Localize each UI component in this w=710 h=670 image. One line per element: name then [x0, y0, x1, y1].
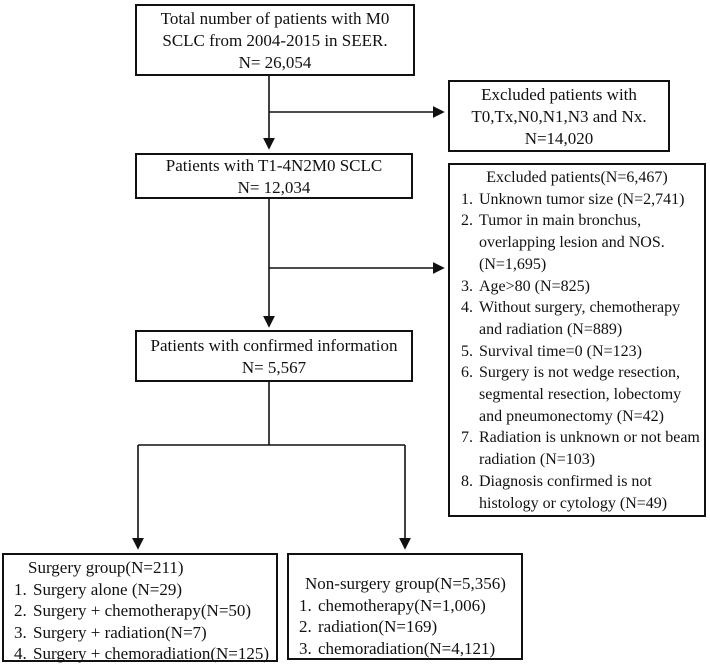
list-item: 7. Radiation is unknown or not beam radiation (N=103) — [477, 427, 702, 470]
box-t14n2m0 — [135, 153, 413, 199]
list-item: 6. Surgery is not wedge resection, segmental resection, lobectomy and pneumonectomy (N=42) — [477, 362, 702, 427]
box-confirmed-count: N= 5,567 — [241, 358, 307, 377]
list-item: 4. Surgery + chemoradiation(N=125) — [31, 643, 274, 665]
box-total-count: N= 26,054 — [238, 53, 312, 72]
list-item: 8. Diagnosis confirmed is not histology or cytology (N=49) — [477, 471, 702, 514]
box-total-patients — [135, 4, 415, 76]
excluded-reasons-title: Excluded patients(N=6,467) — [486, 169, 668, 186]
list-item: 3. Surgery + radiation(N=7) — [31, 622, 274, 644]
nonsurgery-group-title: Non-surgery group(N=5,356) — [305, 574, 506, 593]
box-excluded-stage-line-2: T0,Tx,N0,N1,N3 and Nx. — [471, 107, 647, 126]
list-item: 2. Tumor in main bronchus, overlapping lesion and NOS. (N=1,695) — [477, 210, 702, 275]
box-total-line-2: SCLC from 2004-2015 in SEER. — [162, 31, 388, 50]
surgery-group-title: Surgery group(N=211) — [28, 558, 184, 577]
list-item: 2. Surgery + chemotherapy(N=50) — [31, 600, 274, 622]
list-item: 5. Survival time=0 (N=123) — [477, 341, 702, 363]
list-item: 1. Unknown tumor size (N=2,741) — [477, 189, 702, 211]
list-item: 1. Surgery alone (N=29) — [31, 579, 274, 601]
box-confirmed-info — [135, 330, 413, 382]
surgery-group-list — [4, 579, 276, 665]
box-excluded-stage — [448, 80, 670, 152]
box-excluded-stage-count: N=14,020 — [524, 129, 594, 148]
box-t14n2m0-count: N= 12,034 — [237, 178, 311, 197]
box-confirmed-line-1: Patients with confirmed information — [150, 336, 398, 355]
list-item: 3. Age>80 (N=825) — [477, 276, 702, 298]
box-surgery-group — [2, 553, 278, 662]
list-item: 3. chemoradiation(N=4,121) — [316, 638, 519, 660]
box-excluded-reasons — [448, 163, 706, 517]
box-total-line-1: Total number of patients with M0 — [160, 9, 390, 28]
box-t14n2m0-line-1: Patients with T1-4N2M0 SCLC — [165, 156, 383, 175]
nonsurgery-group-list — [289, 595, 521, 660]
box-nonsurgery-group — [287, 553, 523, 660]
list-item: 1. chemotherapy(N=1,006) — [316, 595, 519, 617]
box-excluded-stage-line-1: Excluded patients with — [481, 85, 637, 104]
list-item: 4. Without surgery, chemotherapy and radiation (N=889) — [477, 297, 702, 340]
excluded-reasons-list — [450, 189, 704, 515]
list-item: 2. radiation(N=169) — [316, 616, 519, 638]
